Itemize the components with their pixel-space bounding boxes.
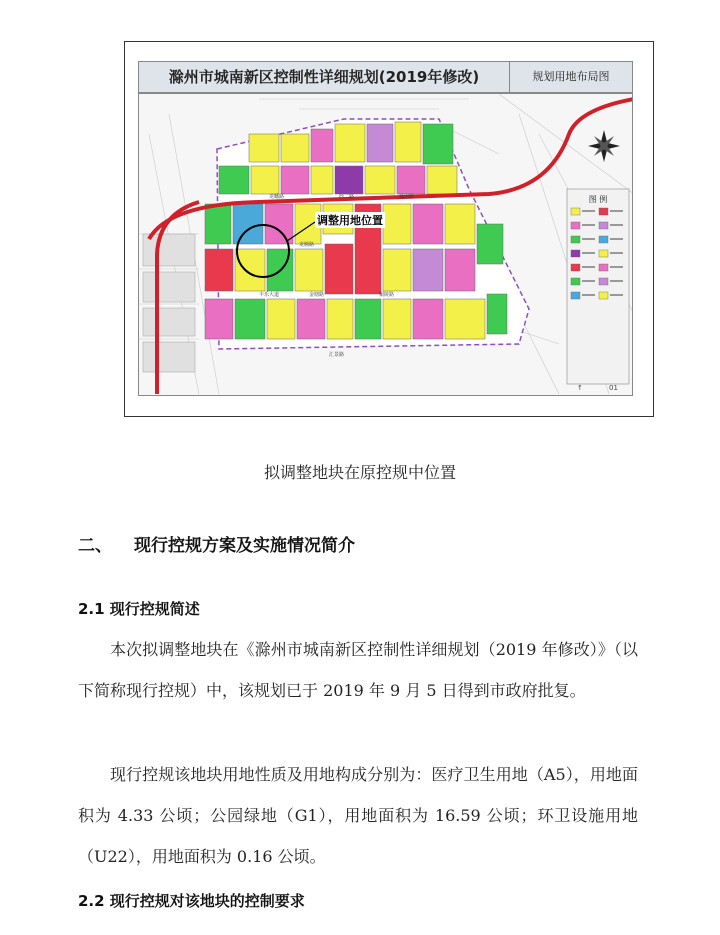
callout-label: 调整用地位置: [317, 214, 383, 227]
map-subtitle: 规划用地布局图: [532, 70, 610, 83]
land-use-map: [138, 93, 633, 396]
legend-label-mark: [610, 294, 623, 296]
road-label: 丰乐大道: [259, 292, 280, 298]
figure-caption: 拟调整地块在原控规中位置: [263, 463, 456, 482]
legend-label-mark: [582, 280, 595, 282]
road-label: 龙腾路: [299, 242, 315, 248]
legend-swatch: [599, 208, 608, 215]
legend-label-mark: [582, 238, 595, 240]
road-label: 经二路: [339, 194, 355, 200]
subsection-heading-2-2: 2.2 现行控规对该地块的控制要求: [78, 892, 305, 910]
legend-label-mark: [582, 294, 595, 296]
legend-label-mark: [610, 210, 623, 212]
legend-swatch: [599, 250, 608, 257]
legend-swatch: [571, 236, 580, 243]
road-label: 铜陵路: [379, 292, 395, 298]
legend-label-mark: [582, 224, 595, 226]
paragraph-2: 现行控规该地块用地性质及用地构成分别为：医疗卫生用地（A5），用地面积为 4.33 公顷；公园绿地（G1），用地面积为 16.59 公顷；环卫设施用地（U22），用地面积为 0.16 公顷。: [78, 765, 638, 866]
legend-label-mark: [610, 280, 623, 282]
road-label: 龙蟠路: [269, 194, 285, 200]
legend-label-mark: [610, 252, 623, 254]
land-use-blocks: [205, 122, 507, 339]
road-label: 金塘路: [309, 292, 325, 298]
map-title: 滁州市城南新区控制性详细规划(2019年修改): [139, 62, 510, 92]
legend-swatch: [571, 278, 580, 285]
legend-label-mark: [610, 224, 623, 226]
road-label: 汇景路: [329, 352, 345, 358]
map-figure: [124, 41, 654, 417]
section-heading: [78, 531, 355, 556]
surrounding-blocks: [143, 234, 195, 372]
road-label: 城南路: [399, 194, 415, 200]
legend-label-mark: [582, 266, 595, 268]
section-title: 现行控规方案及实施情况简介: [134, 536, 355, 556]
frame-mark-page: 01: [609, 384, 618, 392]
legend-swatch: [599, 264, 608, 271]
legend-label-mark: [610, 266, 623, 268]
legend-label-mark: [582, 252, 595, 254]
legend: [567, 189, 629, 384]
map-title-bar: [138, 61, 633, 93]
legend-swatch: [571, 292, 580, 299]
frame-mark-arrow: ↑: [577, 384, 583, 392]
land-use-map-drawing: [139, 94, 633, 396]
section-number: 二、: [78, 536, 112, 556]
legend-swatch: [599, 236, 608, 243]
legend-label-mark: [582, 210, 595, 212]
paragraph-1: 本次拟调整地块在《滁州市城南新区控制性详细规划（2019 年修改）》（以下简称现行控规）中，该规划已于 2019 年 9 月 5 日得到市政府批复。: [78, 640, 638, 700]
subsection-heading-2-1: 2.1 现行控规简述: [78, 600, 200, 618]
legend-title: 图 例: [588, 195, 608, 204]
legend-swatch: [571, 264, 580, 271]
legend-swatch: [571, 208, 580, 215]
legend-swatch: [599, 278, 608, 285]
legend-swatch: [571, 222, 580, 229]
legend-label-mark: [610, 238, 623, 240]
legend-swatch: [599, 222, 608, 229]
legend-swatch: [599, 292, 608, 299]
legend-swatch: [571, 250, 580, 257]
compass-icon: [588, 130, 620, 162]
